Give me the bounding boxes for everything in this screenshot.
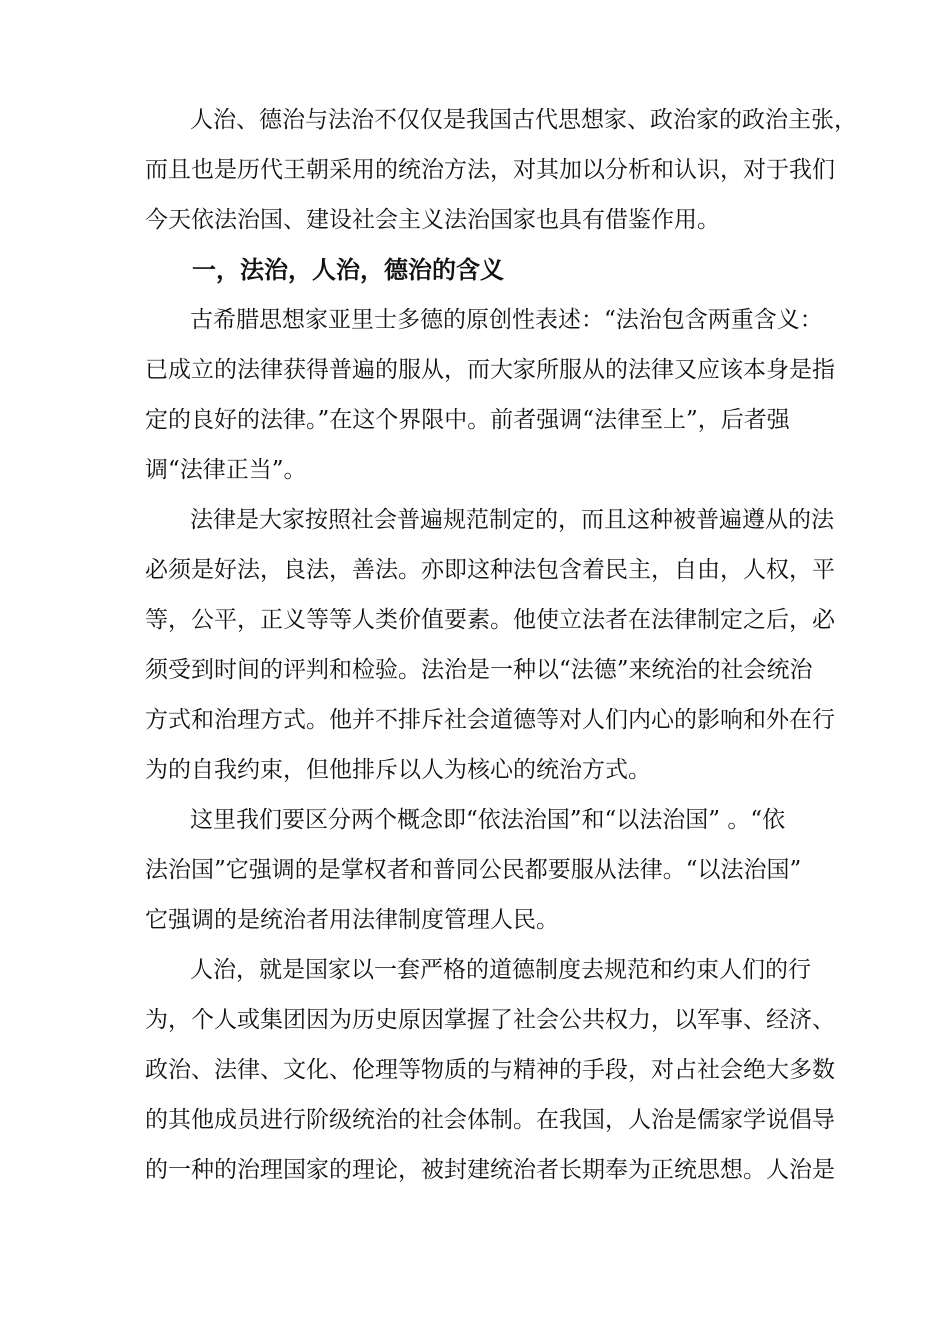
paragraph-1-line-1: 人治、德治与法治不仅仅是我国古代思想家、政治家的政治主张， [190,107,857,133]
paragraph-3-line-5: 方式和治理方式。他并不排斥社会道德等对人们内心的影响和外在行 [145,707,835,733]
paragraph-2-line-3: 定的良好的法律。”在这个界限中。前者强调“法律至上”，后者强 [145,407,790,433]
paragraph-4-line-1: 这里我们要区分两个概念即“依法治国”和“以法治国” 。“依 [190,807,786,833]
paragraph-4-line-2: 法治国”它强调的是掌权者和普同公民都要服从法律。“以法治国” [145,857,802,883]
paragraph-1-line-3: 今天依法治国、建设社会主义法治国家也具有借鉴作用。 [145,207,720,233]
paragraph-5-line-1: 人治，就是国家以一套严格的道德制度去规范和约束人们的行 [190,957,811,983]
paragraph-2-line-1: 古希腊思想家亚里士多德的原创性表述：“法治包含两重含义： [190,307,823,333]
paragraph-3-line-1: 法律是大家按照社会普遍规范制定的，而且这种被普遍遵从的法 [190,507,834,533]
section-heading: 一，法治，人治，德治的含义 [192,256,504,284]
paragraph-3-line-4: 须受到时间的评判和检验。法治是一种以“法德”来统治的社会统治 [145,657,813,683]
paragraph-3-line-2: 必须是好法，良法，善法。亦即这种法包含着民主，自由，人权，平 [145,557,835,583]
paragraph-5-line-3: 政治、法律、文化、伦理等物质的与精神的手段，对占社会绝大多数 [145,1057,835,1083]
paragraph-3-line-6: 为的自我约束，但他排斥以人为核心的统治方式。 [145,757,651,783]
paragraph-5-line-5: 的一种的治理国家的理论，被封建统治者长期奉为正统思想。人治是 [145,1157,835,1183]
paragraph-3-line-3: 等，公平，正义等等人类价值要素。他使立法者在法律制定之后，必 [145,607,835,633]
paragraph-1-line-2: 而且也是历代王朝采用的统治方法，对其加以分析和认识，对于我们 [145,157,835,183]
paragraph-4-line-3: 它强调的是统治者用法律制度管理人民。 [145,907,559,933]
paragraph-5-line-4: 的其他成员进行阶级统治的社会体制。在我国，人治是儒家学说倡导 [145,1107,835,1133]
paragraph-2-line-2: 已成立的法律获得普遍的服从，而大家所服从的法律又应该本身是指 [145,357,835,383]
paragraph-5-line-2: 为，个人或集团因为历史原因掌握了社会公共权力，以军事、经济、 [145,1007,835,1033]
paragraph-2-line-4: 调“法律正当”。 [145,457,307,483]
